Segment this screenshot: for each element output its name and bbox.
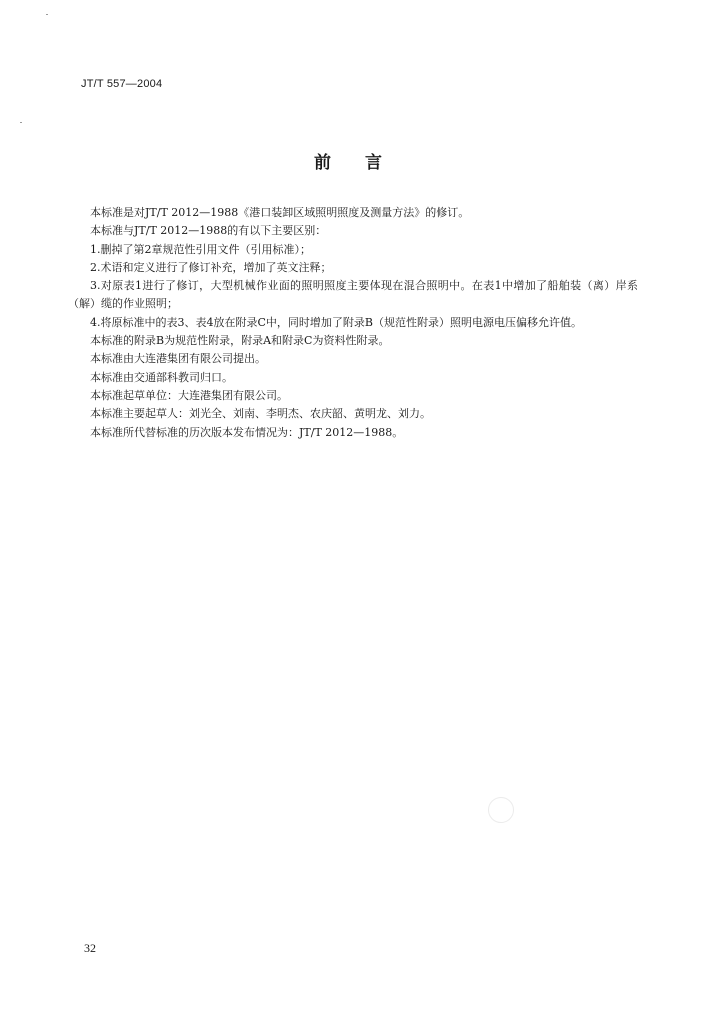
paragraph: 本标准起草单位：大连港集团有限公司。 [90,388,288,402]
paragraph: 2.术语和定义进行了修订补充，增加了英文注释； [90,260,332,274]
paragraph: 本标准是对JT/T 2012—1988《港口装卸区域照明照度及测量方法》的修订。 [90,206,470,219]
foreword-title: 前言 [314,153,416,173]
standard-code-header: JT/T 557—2004 [81,78,163,90]
paragraph: 4.将原标准中的表3、表4放在附录C中，同时增加了附录B（规范性附录）照明电源电压偏移允许值。 [90,315,582,329]
paragraph: 本标准的附录B为规范性附录，附录A和附录C为资料性附录。 [90,334,390,348]
scan-speck [46,14,48,15]
paragraph: 本标准由大连港集团有限公司提出。 [90,352,266,366]
faint-watermark [488,797,514,823]
paragraph: 1.删掉了第2章规范性引用文件（引用标准）； [90,242,311,256]
scan-speck [20,122,22,123]
paragraph: 本标准主要起草人：刘光全、刘南、李明杰、农庆韶、黄明龙、刘力。 [90,407,431,421]
foreword-body [68,204,638,442]
paragraph: 本标准与JT/T 2012—1988的有以下主要区别： [90,224,327,238]
page-number: 32 [84,941,96,955]
paragraph: 本标准由交通部科教司归口。 [90,370,233,384]
paragraph: 3.对原表1进行了修订，大型机械作业面的照明照度主要体现在混合照明中。在表1中增加了船舶装（离）岸系（解）缆的作业照明； [68,279,638,311]
paragraph: 本标准所代替标准的历次版本发布情况为：JT/T 2012—1988。 [90,425,404,439]
